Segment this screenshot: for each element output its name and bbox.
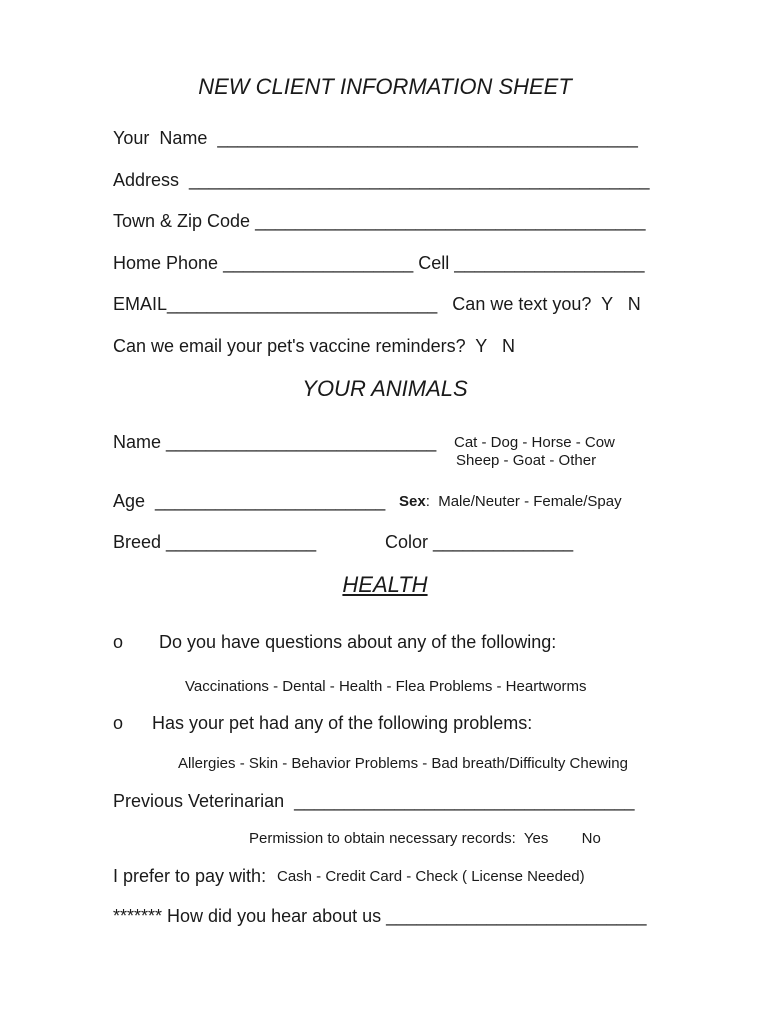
hear-about-field[interactable]: ******* How did you hear about us __________________________ [113,906,647,926]
color-field[interactable]: Color ______________ [385,532,574,552]
sex-choices: : Male/Neuter - Female/Spay [425,493,622,510]
town-zip-field[interactable]: Town & Zip Code _______________________________________ [113,211,646,231]
health-options-2: Allergies - Skin - Behavior Problems - Bad breath/Difficulty Chewing [178,755,628,772]
your-name-field[interactable]: Your Name __________________________________________ [113,128,638,148]
health-question-2: Has your pet had any of the following problems: [152,713,533,733]
breed-field[interactable]: Breed _______________ [113,532,317,552]
phone-field[interactable]: Home Phone ___________________ Cell ___________________ [113,253,645,273]
species-options-2: Sheep - Goat - Other [456,452,597,469]
permission-line[interactable]: Permission to obtain necessary records: Yes No [249,830,601,847]
bullet-2: o [113,713,124,733]
address-field[interactable]: Address ______________________________________________ [113,170,650,190]
health-options-1: Vaccinations - Dental - Health - Flea Problems - Heartworms [185,678,587,695]
pay-options[interactable]: Cash - Credit Card - Check ( License Needed) [277,868,585,885]
bullet-1: o [113,632,124,652]
previous-vet-field[interactable]: Previous Veterinarian __________________________________ [113,791,635,811]
animal-name-field[interactable]: Name ___________________________ [113,432,437,452]
age-field[interactable]: Age _______________________ [113,491,386,511]
email-reminders-question[interactable]: Can we email your pet's vaccine reminders? Y N [113,336,515,356]
sex-label: Sex [399,493,426,510]
email-field[interactable]: EMAIL___________________________ Can we text you? Y N [113,294,641,314]
health-question-1: Do you have questions about any of the following: [159,632,557,652]
pay-label: I prefer to pay with: [113,866,267,886]
form-title: NEW CLIENT INFORMATION SHEET [198,74,572,99]
sex-options [399,491,622,513]
animals-heading: YOUR ANIMALS [302,376,468,401]
species-options-1: Cat - Dog - Horse - Cow [454,434,615,451]
health-heading: HEALTH [342,572,428,597]
